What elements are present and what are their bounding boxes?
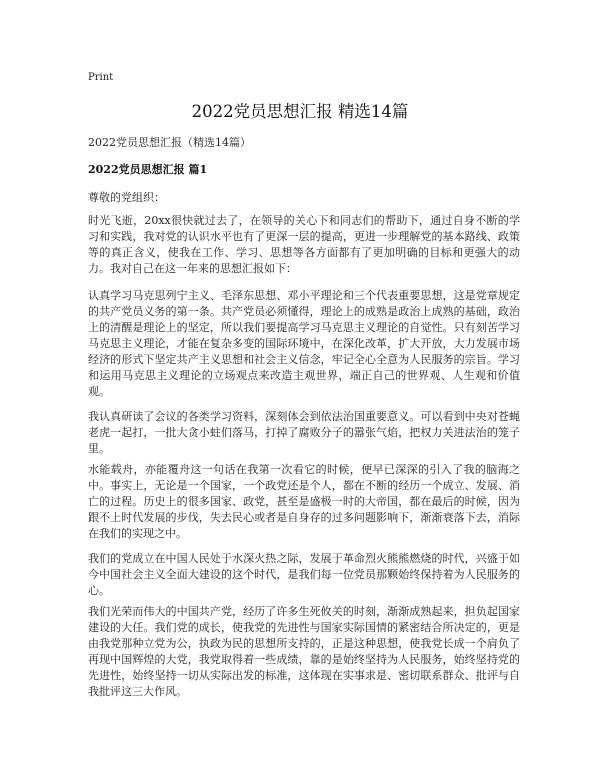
body-paragraph: 认真学习马克思列宁主义、毛泽东思想、邓小平理论和三个代表重要思想，这是党章规定的共产党员义务的第一条。共产党员必须懂得，理论上的成熟是政治上成熟的基础，政治上的清醒是理论上的坚定，所以我们要提高学习马克思主义理论的自觉性。只有刻苦学习马克思主义理论，才能在复杂多变的国际环境中，在深化改革，扩大开放，大力发展市场经济的形式下坚定共产主义思想和社会主义信念，牢记全心全意为人民服务的宗旨。学习和运用马克思主义理论的立场观点来改造主观世界，端正自己的世界观、人生观和价值观。 [88, 289, 520, 398]
body-paragraph: 时光飞逝，20xx很快就过去了，在领导的关心下和同志们的帮助下，通过自身不断的学习和实践，我对党的认识水平也有了更深一层的提高，更进一步理解党的基本路线、政策等的真正含义，使我在工作、学习、思想等各方面都有了更加明确的目标和更强大的动力。我对自己在这一年来的思想汇报如下： [88, 214, 520, 275]
salutation: 尊敬的党组织： [88, 191, 165, 204]
body-paragraph: 我认真研读了会议的各类学习资料，深刻体会到依法治国重要意义。可以看到中央对苍蝇老虎一起打，一批大贪小蛀们落马，打掉了腐败分子的嚣张气焰，把权力关进法治的笼子里。 [88, 410, 520, 455]
body-paragraph: 水能载舟，亦能覆舟这一句话在我第一次看它的时候，便早已深深的引入了我的脑海之中。事实上，无论是一个国家，一个政党还是个人，都在不断的经历一个成立、发展、消亡的过程。历史上的很多国家、政党，甚至是盛极一时的大帝国，都在最后的时候，因为跟不上时代发展的步伐，失去民心或者是自身存的过多问题影响下，渐渐衰落下去，消际在我们的实现之中。 [88, 463, 520, 540]
body-paragraph: 我们的党成立在中国人民处于水深火热之际，发展于革命烈火熊熊燃烧的时代，兴盛于如今中国社会主义全面大建设的这个时代，是我们每一位党员那颗始终保持着为人民服务的心。 [88, 552, 520, 597]
section-heading: 2022党员思想汇报 篇1 [88, 163, 208, 176]
document-subtitle: 2022党员思想汇报（精选14篇） [88, 136, 251, 149]
print-label[interactable]: Print [88, 72, 114, 83]
page-title: 2022党员思想汇报 精选14篇 [191, 102, 409, 121]
body-paragraph: 我们光荣而伟大的中国共产党，经历了许多生死攸关的时刻，渐渐成熟起来，担负起国家建设的大任。我们党的成长，使我党的先进性与国家实际国情的紧密结合所决定的，更是由我党那种立党为公，执政为民的思想所支持的，正是这种思想，使我党长成一个肩负了再现中国辉煌的大党，我党取得着一些成绩，靠的是始终坚持为人民服务，始终坚持党的先进性，始终坚持一切从实际出发的标准，这体现在实事求是、密切联系群众、批评与自我批评这三大作风。 [88, 605, 520, 698]
